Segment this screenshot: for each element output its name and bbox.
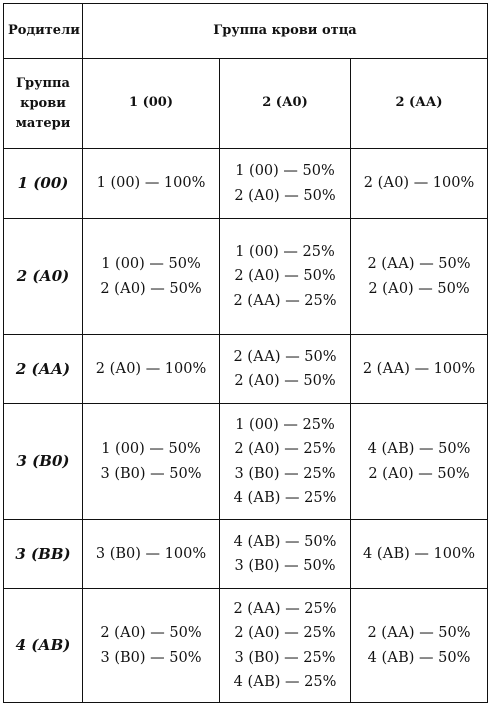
father-column-header: 2 (АА): [351, 59, 488, 149]
offspring-cell: [220, 520, 351, 589]
table-row: [4, 219, 488, 335]
offspring-line: 4 (АВ) — 50%: [367, 441, 471, 457]
offspring-cell: [351, 589, 488, 703]
offspring-cell: [83, 219, 220, 335]
offspring-cell: [351, 335, 488, 404]
offspring-line: 3 (В0) — 25%: [234, 649, 336, 666]
offspring-line: 2 (АА) — 25%: [233, 600, 337, 617]
offspring-line: 2 (АА) — 25%: [233, 292, 337, 309]
mother-group-label: 2 (А0): [4, 219, 83, 335]
offspring-line: 2 (АА) — 100%: [362, 360, 476, 377]
offspring-line: 1 (00) — 50% 2 (А0) — 50%: [100, 256, 202, 297]
mother-group-header-line: матери: [15, 115, 71, 131]
offspring-cell: [83, 589, 220, 703]
mother-group-label: 2 (АА): [4, 335, 83, 404]
offspring-line: 2 (АА) — 50%: [233, 348, 337, 365]
table-row: [4, 404, 488, 520]
offspring-line: 2 (А0) — 50%: [100, 625, 202, 641]
offspring-line: 3 (В0) — 50%: [100, 465, 202, 482]
header-row: [4, 4, 488, 59]
mother-group-header-line: крови: [20, 95, 66, 111]
offspring-line: 3 (В0) — 100%: [95, 545, 207, 562]
mother-group-label: 4 (АВ): [4, 589, 83, 703]
offspring-line: 2 (АА) — 50%: [367, 256, 471, 272]
offspring-line: 1 (00) — 50%: [101, 441, 201, 457]
offspring-line: 2 (А0) — 50%: [234, 268, 336, 285]
offspring-line: 3 (В0) — 50%: [234, 558, 336, 574]
offspring-line: 2 (А0) — 50%: [234, 187, 336, 204]
offspring-line: 2 (АА) — 50%: [367, 625, 471, 641]
offspring-line: 2 (А0) — 25%: [234, 625, 336, 641]
offspring-cell: [220, 589, 351, 703]
offspring-cell: [83, 404, 220, 520]
table-row: [4, 335, 488, 404]
offspring-line: 2 (А0) — 100%: [363, 175, 475, 192]
offspring-line: 3 (В0) — 25%: [234, 465, 336, 482]
offspring-cell: [83, 520, 220, 589]
offspring-line: 4 (АВ) — 25%: [233, 674, 337, 690]
parents-header-cell: Родители: [4, 4, 83, 59]
offspring-line: 2 (А0) — 50%: [234, 373, 336, 389]
father-column-header: 2 (А0): [220, 59, 351, 149]
table-row: [4, 589, 488, 703]
offspring-cell: [351, 219, 488, 335]
offspring-cell: [351, 520, 488, 589]
offspring-line: 4 (АВ) — 50%: [367, 649, 471, 666]
offspring-cell: [351, 404, 488, 520]
blood-group-table: [3, 3, 488, 703]
offspring-cell: [220, 335, 351, 404]
offspring-line: 2 (А0) — 50%: [368, 280, 470, 297]
offspring-line: 4 (АВ) — 50%: [233, 533, 337, 550]
mother-group-label: 3 (В0): [4, 404, 83, 520]
table-row: [4, 149, 488, 219]
offspring-cell: [220, 404, 351, 520]
offspring-line: 1 (00) — 100%: [96, 175, 206, 192]
offspring-cell: [220, 219, 351, 335]
offspring-cell: [351, 149, 488, 219]
offspring-line: 2 (А0) — 100%: [95, 360, 207, 377]
mother-group-header-line: Группа: [16, 75, 70, 91]
mother-group-label: 3 (ВВ): [4, 520, 83, 589]
offspring-line: 4 (АВ) — 25%: [233, 490, 337, 506]
table-row: [4, 520, 488, 589]
father-column-header: 1 (00): [83, 59, 220, 149]
offspring-line: 2 (А0) — 25%: [234, 441, 336, 457]
subheader-row: [4, 59, 488, 149]
offspring-line: 1 (00) — 50%: [235, 163, 335, 179]
offspring-line: 3 (В0) — 50%: [100, 649, 202, 666]
offspring-line: 2 (А0) — 50%: [368, 465, 470, 482]
father-group-header: Группа крови отца: [83, 4, 488, 59]
mother-group-header: [4, 59, 83, 149]
offspring-line: 1 (00) — 25%: [235, 416, 335, 433]
offspring-line: 4 (АВ) — 100%: [363, 545, 475, 562]
offspring-cell: [83, 149, 220, 219]
offspring-cell: [83, 335, 220, 404]
mother-group-label: 1 (00): [4, 149, 83, 219]
offspring-line: 1 (00) — 25%: [235, 243, 335, 260]
offspring-cell: [220, 149, 351, 219]
